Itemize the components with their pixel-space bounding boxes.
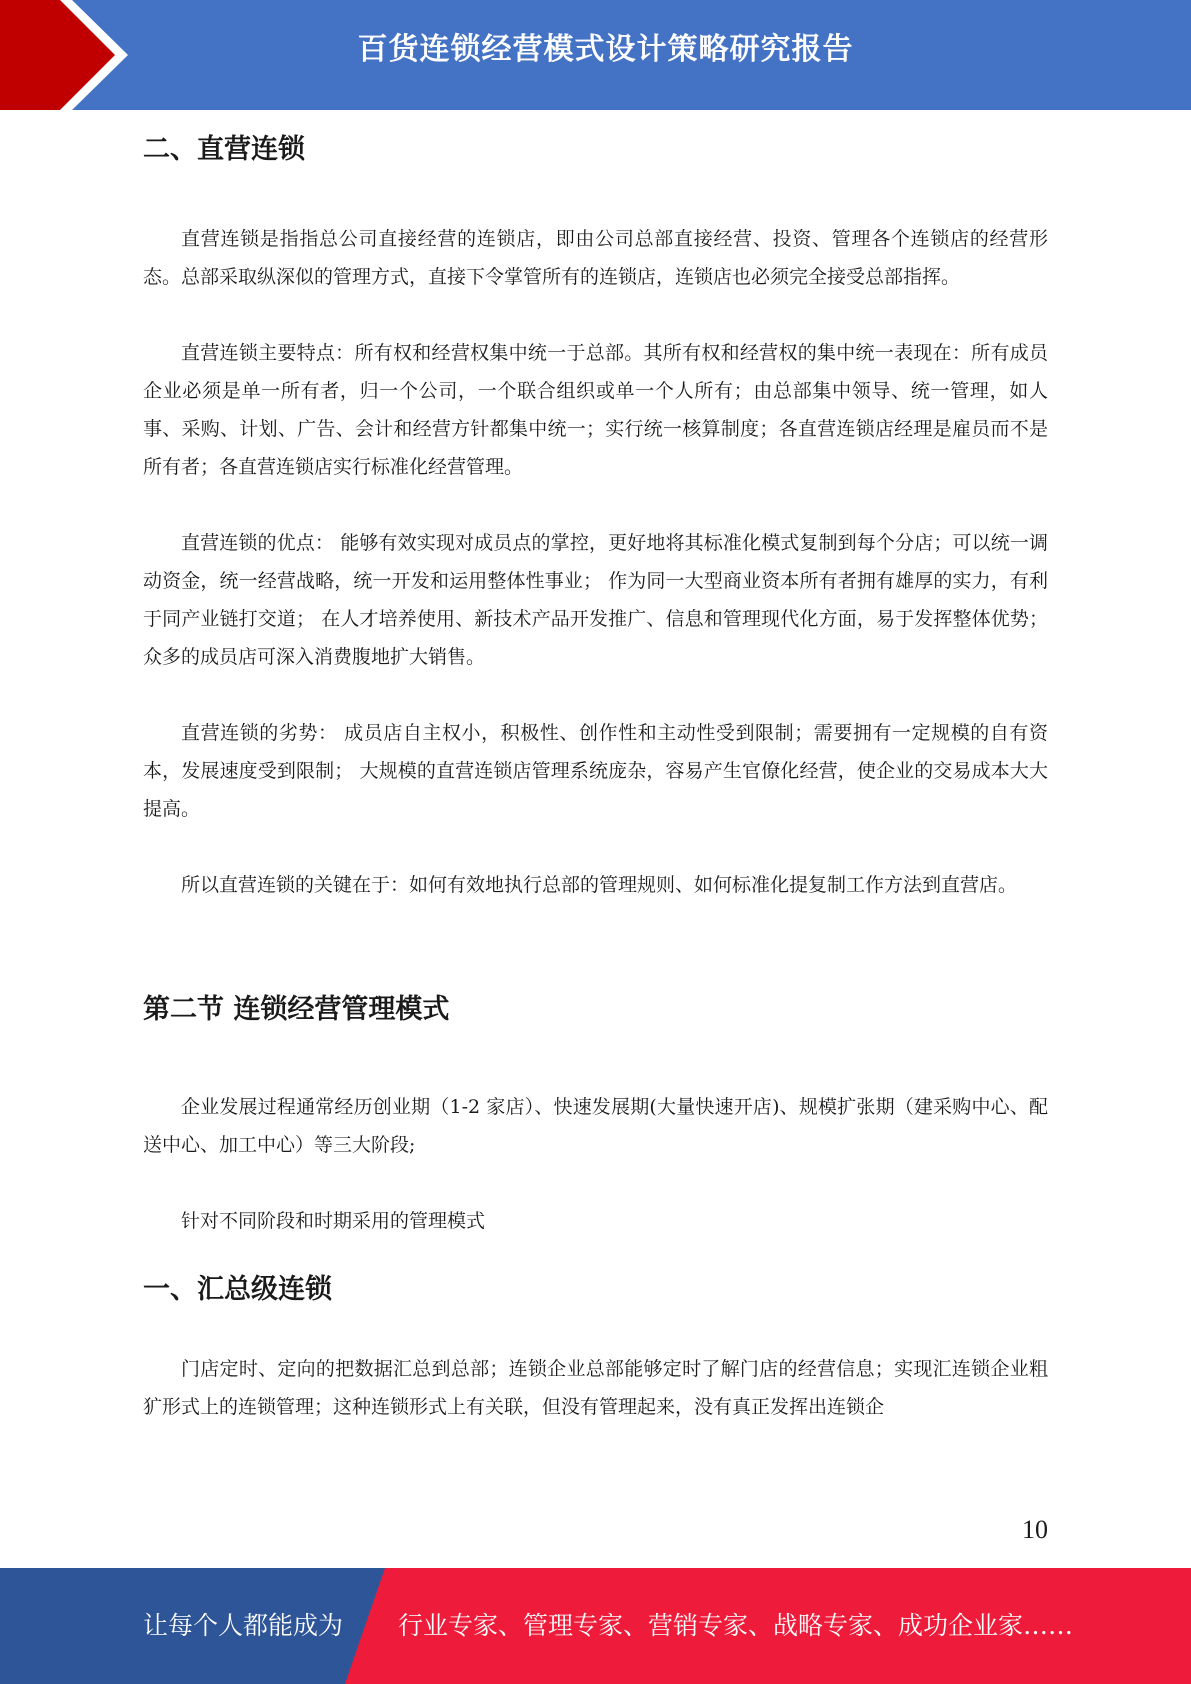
paragraph: 所以直营连锁的关键在于：如何有效地执行总部的管理规则、如何标准化提复制工作方法到直营店。	[181, 874, 1018, 896]
footer-slogan-left: 让每个人都能成为	[143, 1611, 344, 1640]
paragraph: 门店定时、定向的把数据汇总到总部；连锁企业总部能够定时了解门店的经营信息；实现汇连锁企业粗犷形式上的连锁管理；这种连锁形式上有关联，但没有管理起来，没有真正发挥出连锁企	[143, 1358, 1048, 1418]
header-banner	[0, 0, 1191, 110]
footer-banner	[0, 1568, 1191, 1684]
section-heading-summary-chain: 一、汇总级连锁	[143, 1274, 332, 1305]
paragraph: 企业发展过程通常经历创业期（1-2 家店）、快速发展期(大量快速开店)、规模扩张期（建采购中心、配送中心、加工中心）等三大阶段;	[143, 1096, 1048, 1156]
paragraph: 直营连锁是指指总公司直接经营的连锁店，即由公司总部直接经营、投资、管理各个连锁店的经营形态。总部采取纵深似的管理方式，直接下令掌管所有的连锁店，连锁店也必须完全接受总部指挥。	[143, 228, 1048, 288]
document-title: 百货连锁经营模式设计策略研究报告	[357, 32, 854, 67]
page-number: 10	[1022, 1515, 1048, 1544]
paragraph: 直营连锁主要特点：所有权和经营权集中统一于总部。其所有权和经营权的集中统一表现在：所有成员企业必须是单一所有者，归一个公司，一个联合组织或单一个人所有；由总部集中领导、统一管理，如人事、采购、计划、广告、会计和经营方针都集中统一；实行统一核算制度；各直营连锁店经理是雇员而不是所有者；各直营连锁店实行标准化经营管理。	[143, 342, 1048, 478]
section-heading-management-mode: 第二节 连锁经营管理模式	[143, 994, 450, 1025]
paragraph: 直营连锁的优点： 能够有效实现对成员点的掌控，更好地将其标准化模式复制到每个分店；可以统一调动资金，统一经营战略，统一开发和运用整体性事业； 作为同一大型商业资本所有者拥有雄厚的实力，有利于同产业链打交道； 在人才培养使用、新技术产品开发推广、信息和管理现代化方面，易于发挥整体优势； 众多的成员店可深入消费腹地扩大销售。	[143, 532, 1048, 668]
paragraph: 直营连锁的劣势： 成员店自主权小，积极性、创作性和主动性受到限制；需要拥有一定规模的自有资本，发展速度受到限制； 大规模的直营连锁店管理系统庞杂，容易产生官僚化经营，使企业的交易成本大大提高。	[143, 722, 1048, 820]
paragraph: 针对不同阶段和时期采用的管理模式	[181, 1210, 486, 1232]
section-heading-direct-chain: 二、直营连锁	[143, 134, 305, 165]
footer-slogan-right: 行业专家、管理专家、营销专家、战略专家、成功企业家……	[398, 1611, 1074, 1640]
page-content	[143, 120, 1048, 1426]
